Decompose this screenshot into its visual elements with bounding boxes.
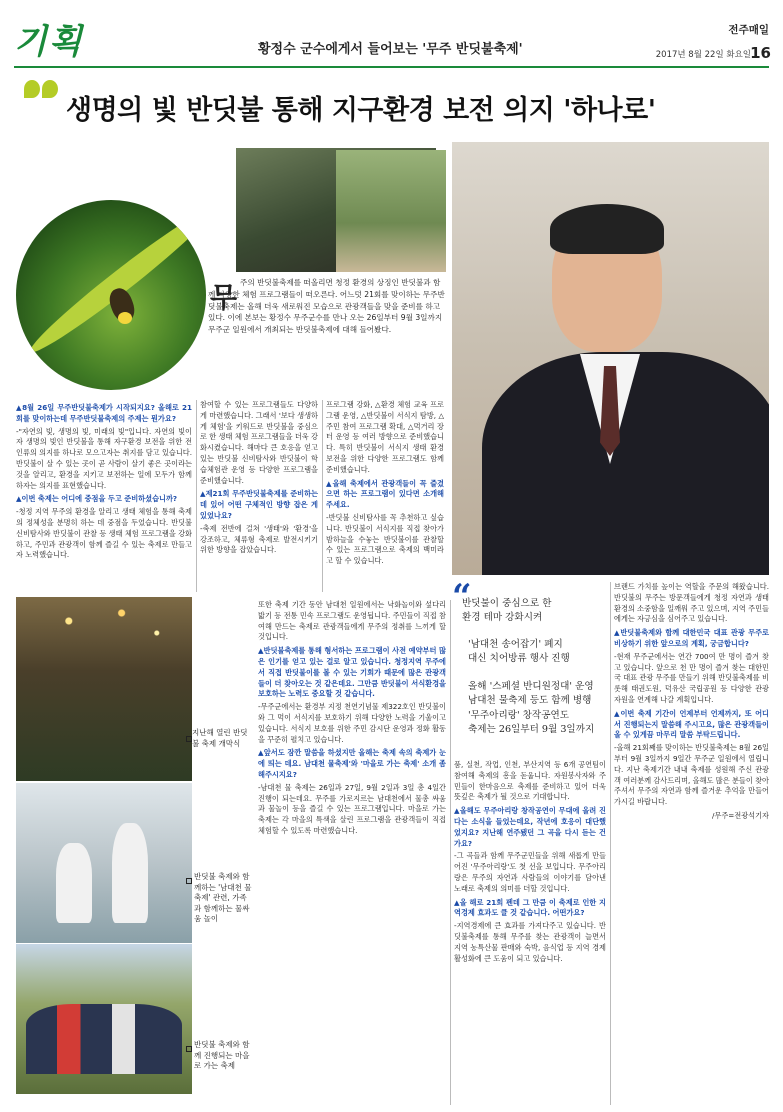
headline: 생명의 빛 반딧불 통해 지구환경 보전 의지 '하나로' [66,95,656,126]
answer: -올해 21회째를 맞이하는 반딧불축제는 8월 26일부터 9월 3일까지 9일간 무주군 일원에서 열립니다. 지난 축제기간 내내 축제를 성원해 주신 관광객 여러분께 감사드리며, 올해도 많은 분들이 찾아 주셔서 무주의 자연과 함께 즐거운 추억을 만들어 가시길 바랍니다. [614,743,769,807]
caption-lantern: 지난해 열린 반딧불 축제 개막식 [192,728,248,748]
pull-quote-block-1: 반딧불이 중심으로 한 환경 테마 강화시켜 [462,598,552,624]
answer: -축제 전반에 걸쳐 '생태'와 '환경'을 강조하고, 체류형 축제로 발전시키기 위한 방향을 잡았습니다. [200,523,318,555]
answer: 브랜드 가치를 높이는 역할을 주문의 해왔습니다. 반딧불의 무주는 방문객들에게 청정 자연과 생태 환경의 소중함을 일깨워 주고 있으며, 지역 주민들에게는 자긍심을 심어주고 있습니다. [614,582,769,624]
answer: -무주군에서는 환경부 지정 천연기념물 제322호인 반딧불이와 그 먹이 서식지를 보호하기 위해 다양한 노력을 기울이고 있습니다. 서식지 보호를 위한 주민 감시단 운영과 정화 활동을 꾸준히 펼치고 있습니다. [258,702,446,744]
caption-marker [186,1046,192,1052]
question: ▲앞서도 잠깐 말씀을 하셨지만 올해는 축제 속의 축제가 눈에 띄는 데요. 남대천 물축제'와 '마을로 가는 축제' 소개 좀 해주시지요? [258,748,446,779]
village-festival-photo [16,944,192,1094]
question: ▲올해 축제에서 관광객들이 꼭 즐겼으면 하는 프로그램이 있다면 소개해 주세요. [326,478,444,510]
answer: 또한 축제 기간 동안 남대천 일원에서는 낙화놀이와 섶다리 밟기 등 전통 민속 프로그램도 운영됩니다. 주민들이 직접 참여해 만드는 축제로 관광객들에게 무주의 정취를 느끼게 할 것입니다. [258,600,446,642]
governor-portrait-photo [452,142,769,575]
caption-marker [186,878,192,884]
page-number: 16 [750,44,771,62]
family-walk-photo [336,150,446,272]
feature-title: 황정수 군수에게서 들어보는 '무주 반딧불축제' [258,42,523,57]
answer: -"자연의 빛, 생명의 빛, 미래의 빛"입니다. 자연의 빛이자 생명의 빛인 반딧불을 통해 자구환경 보전을 위한 전 인류의 의지를 하나로 모으고자는 취지를 담고 있습니다. 반딧불이 살 수 있는 곳이 곧 사람이 살기 좋은 곳이라는 것을 알리고, 환경을 지키고 보전하는 일에 모두가 함께하자는 의지를 표현했습니다. [16,426,192,490]
byline: /무주=전광석기자 [711,810,769,820]
answer: -현재 무주군에서는 연간 700여 만 명이 즐겨 찾고 있습니다. 앞으로 천 만 명이 즐겨 찾는 대한민국 대표 관광 무주를 만들기 위해 반딧불축제를 비롯해 태권도원, 덕유산 국립공원 등 다양한 관광 자원을 연계해 나갈 계획입니다. [614,651,769,704]
answer: -그 곡들과 함께 무주군민들을 위해 새롭게 만들어진 '무주아리랑'도 첫 선을 보입니다. 무주아리랑은 무주의 자연과 사람들의 이야기를 담아낸 노래로 축제의 의미를 더할 것입니다. [454,851,606,893]
quote-marks-icon [22,76,64,116]
article-column-1 [16,400,192,592]
issue-date: 2017년 8월 22일 화요일 [655,50,751,60]
answer: -반딧불 신비탐사를 꼭 추천하고 싶습니다. 반딧불이 서식지를 직접 찾아가 밤하늘을 수놓는 반딧불이를 관찰할 수 있는 프로그램으로 축제의 백미라고 할 수 있습니다. [326,512,444,566]
answer: -청정 지역 무주의 환경을 알리고 생태 체험을 통해 축제의 정체성을 분명히 하는 데 중점을 두었습니다. 반딧불 신비탐사와 반딧불이 관찰 등 생태 체험 프로그램을 강화하고, 주민과 관광객이 함께 즐길 수 있는 축제로 만들고자 노력했습니다. [16,507,192,560]
lantern-festival-photo [16,597,192,781]
article-column-4 [258,600,446,1105]
answer: -남대천 물 축제는 26일과 27일, 9월 2일과 3일 총 4일간 진행이 되는데요. 무주를 가로지르는 남대천에서 물총 싸움과 물놀이 등을 즐길 수 있는 프로그램입니다. 마을로 가는 축제는 각 마을의 특색을 살린 프로그램을 관광객들이 직접 체험할 수 있도록 마련했습니다. [258,782,446,835]
intro-dropcap: 무 [210,281,238,314]
caption-water: 반딧불 축제와 함께하는 '남대천 물 축제' 관련, 가족과 함께하는 물싸움 놀이 [194,872,252,923]
article-column-2 [200,400,318,592]
question: ▲8월 26일 무주반딧불축제가 시작되지요? 올해로 21회를 맞이하는데 무주반딧불축제의 주제는 뭔가요? [16,403,192,423]
answer: -지역경제에 큰 효과를 가져다주고 있습니다. 반딧불축제를 통해 무주를 찾는 관광객이 늘면서 지역 농특산물 판매와 숙박, 음식업 등 지역 경제 활성화에 큰 도움이 되고 있습니다. [454,921,606,963]
pull-quote-block-3: 올해 '스페셜 반디원정대' 운영 남대천 물축제 등도 함께 병행 '무주아리랑' 창작공연도 축제는 26일부터 9월 3일까지 [468,681,595,736]
pull-quote-block-2: '남대천 송어잡기' 폐지 대신 치어방류 행사 진행 [468,639,570,665]
question: ▲올해도 무주아리랑 창작공연이 무대에 올려 진다는 소식을 들었는데요, 작년에 호응이 대단했었지요? 지난해 연주됐던 그 곡을 다시 듣는 건가요? [454,806,606,848]
question: ▲반딧불축제를 통해 형서하는 프로그램이 사전 예약부터 많은 인기를 얻고 있는 걸로 알고 있습니다. 청정지역 무주에서 직접 반딧불이를 볼 수 있는 기회가 때문에 많은 관광객들이 더 찾아오는 것 같은데요. 그만큼 반딧불이 서식환경을 보호하는 노력도 중요할 것 같습니다. [258,646,446,699]
question: ▲이번 축제는 어디에 중점을 두고 준비하셨습니까? [16,494,178,504]
header-rule [14,66,769,68]
article-column-5 [454,760,606,1105]
question: ▲제21회 무주반딧불축제를 준비하는데 있어 어떤 구체적인 방향 잡은 게 있었나요? [200,489,318,520]
question: ▲반딧불축제와 함께 대한민국 대표 관광 무주로 비상하기 위한 앞으로의 계획, 궁금합니다? [614,628,769,648]
column-divider [610,582,611,1105]
article-column-3 [326,400,444,592]
water-festival-photo [16,783,192,943]
answer: 참여할 수 있는 프로그램들도 다양하게 마련했습니다. 그래서 '보다 생생하게 체험'을 키워드로 반딧불을 중심으로 한 생태 체험 프로그램들을 더욱 강화시켰습니다. 해마다 큰 호응을 얻고 있는 반딧불 신비탐사와 반딧불이 학습체험관 운영 등 다양한 프로그램을 준비했습니다. [200,400,318,485]
section-tag: 기획 [14,22,84,62]
firefly-photo [16,200,206,390]
column-divider [450,600,451,1105]
column-divider [196,400,197,592]
question: ▲올 해로 21회 펜데 그 만큼 이 축제로 인한 지역경제 효과도 클 것 같습니다. 어떤가요? [454,897,606,918]
column-divider [322,400,323,592]
article-column-6 [614,582,769,1105]
question: ▲이번 축제 기간이 언제부터 언제까지, 또 어디서 진행되는지 말씀해 주시고요, 많은 관광객들이 올 수 있게끔 마무리 말씀 부탁드립니다. [614,708,769,740]
intro-text: 주의 반딧불축제를 떠올리면 청정 환경의 상징인 반딧불과 함께 다양한 체험 프로그램들이 떠오른다. 어느덧 21회를 맞이하는 무주반딧불축제는 올해 더욱 새로워진 모습으로 관광객들을 맞을 준비를 하고 있다. 이에 본보는 황정수 무주군수를 만나 오는 26일부터 9월 3일까지 무주군 일원에서 개최되는 반딧불축제에 대해 들어봤다. [208,278,445,335]
answer: 프로그램 강화, △환경 체험 교육 프로그램 운영, △반딧불이 서식지 탐방, △주민 참여 프로그램 확대, △먹거리 장터 운영 등 여러 방향으로 준비했습니다. 특히 반딧불이 서식지 생태 환경 보전을 위한 다양한 프로그램도 함께 준비했습니다. [326,400,444,474]
answer: 품, 실천, 작업, 인천, 부산지역 등 6개 공연팀이 참여해 축제의 흥을 돋웁니다. 자원봉사자와 주민들이 한마음으로 축제를 준비하고 있어 더욱 뜻깊은 축제가 될 것으로 기대합니다. [454,760,606,802]
paper-name: 전주매일 [728,24,769,36]
pull-quote-mark-icon: “ [452,577,472,617]
caption-apple: 반딧불 축제와 함께 진행되는 마을로 가는 축제 [194,1040,250,1070]
